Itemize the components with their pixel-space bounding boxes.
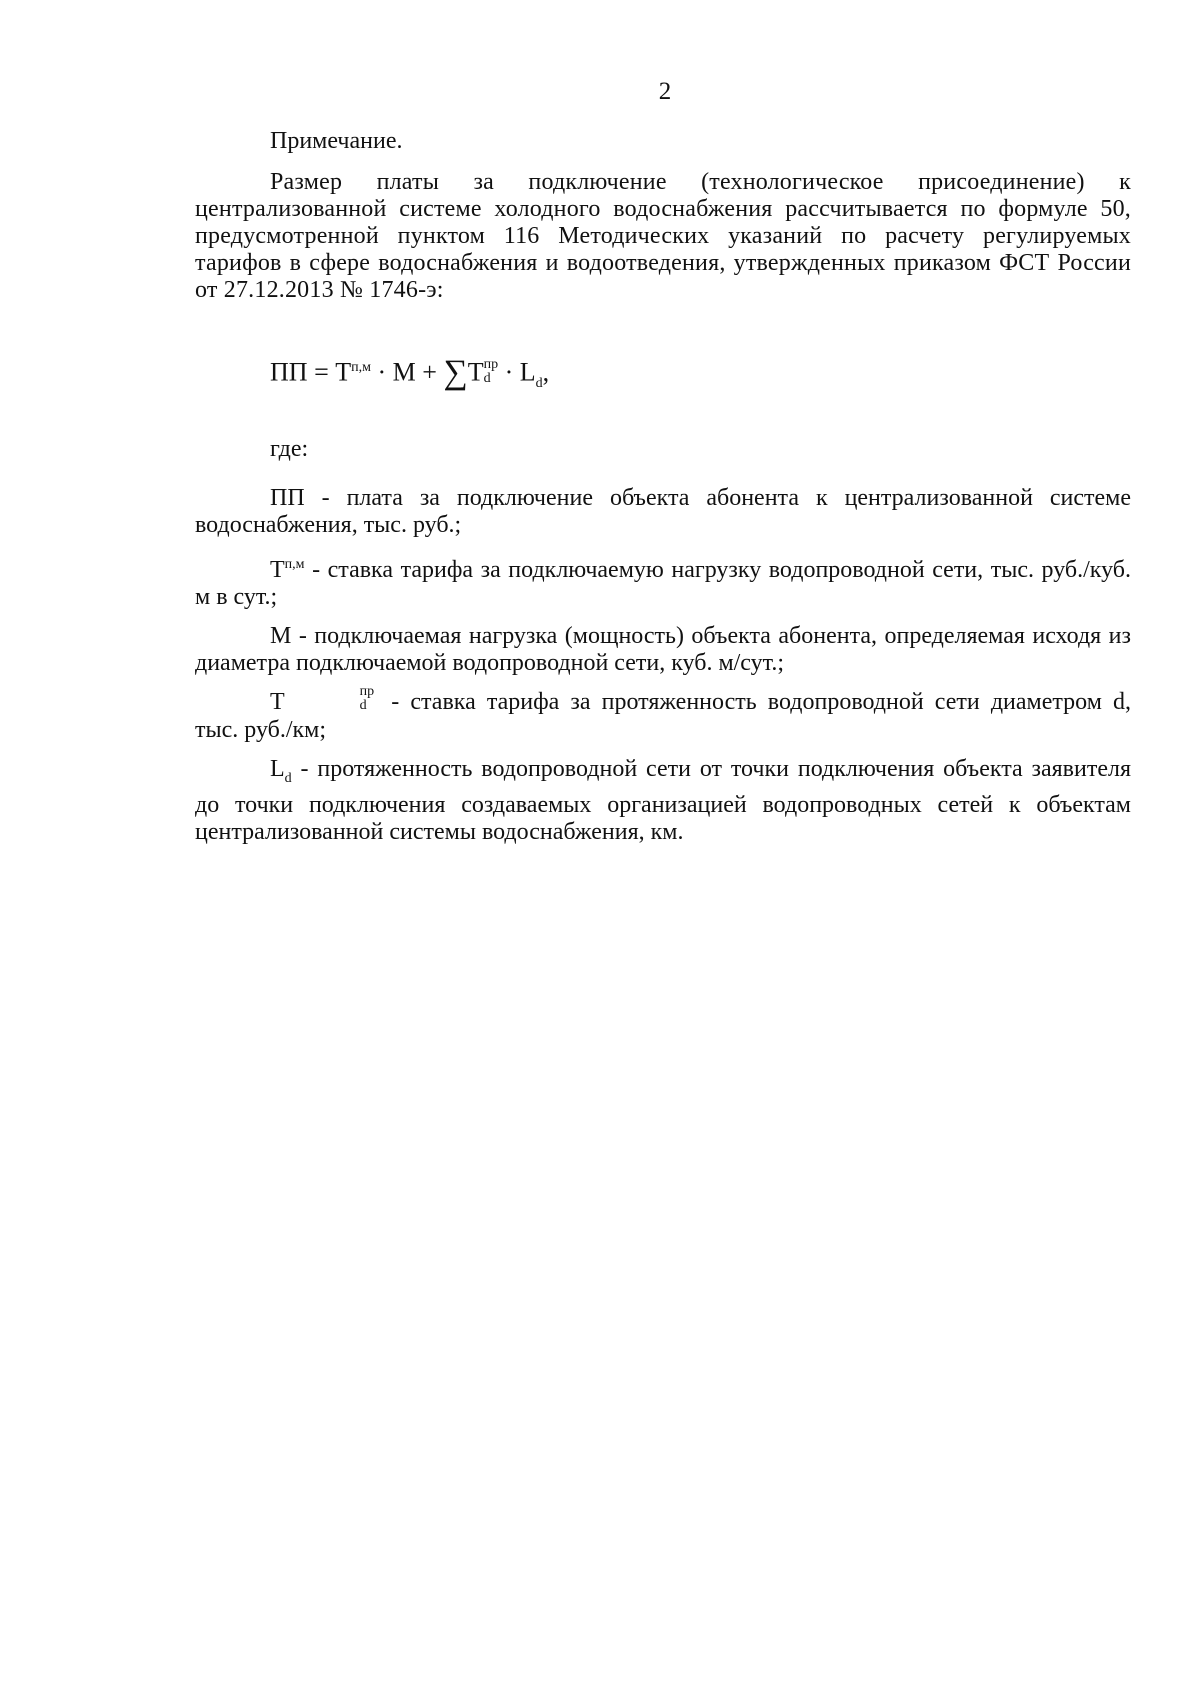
definition-pp-symbol: ПП xyxy=(270,485,305,511)
document-body xyxy=(195,128,1131,858)
formula-t1-sup: п,м xyxy=(351,360,371,375)
definition-pp-text: - плата за подключение объекта абонента к централизованной системе водоснабжения, тыс. руб.; xyxy=(195,485,1131,538)
definition-td-sub: d xyxy=(359,698,367,714)
definition-td-symbol xyxy=(270,684,380,715)
fee-formula xyxy=(270,348,1131,390)
definition-tpm xyxy=(195,551,1131,611)
definition-ld-text: - протяженность водопроводной сети от точки подключения объекта заявителя до точки подключения создаваемых организацией водопроводных сетей к объектам централизованной системы водоснабжения, км. xyxy=(195,756,1131,846)
definition-tpm-symbol xyxy=(270,557,305,583)
definition-tpm-text: - ставка тарифа за подключаемую нагрузку водопроводной сети, тыс. руб./куб. м в сут.; xyxy=(195,557,1131,610)
definition-ld-letter: L xyxy=(270,756,285,783)
definition-td-text: - ставка тарифа за протяженность водопроводной сети диаметром d, тыс. руб./км; xyxy=(195,689,1131,744)
definition-m-symbol: М xyxy=(270,623,292,649)
definition-ld-sub: d xyxy=(284,771,292,787)
formula-t2: T xyxy=(467,357,484,387)
definition-td-letter: T xyxy=(270,689,285,715)
definition-pp xyxy=(195,485,1131,539)
formula-tail: , xyxy=(542,357,550,387)
definition-m-text: - подключаемая нагрузка (мощность) объекта абонента, определяемая исходя из диаметра подключаемой водопроводной сети, куб. м/сут.; xyxy=(195,623,1131,676)
definition-td xyxy=(195,684,1131,744)
formula-dot-m-plus: · M + xyxy=(370,357,444,387)
formula-dot-l: · L xyxy=(498,357,536,387)
formula-lhs: ПП xyxy=(270,357,308,387)
definition-tpm-sup: п,м xyxy=(284,557,305,572)
definition-m xyxy=(195,623,1131,677)
where-label: где: xyxy=(270,436,309,462)
page-number: 2 xyxy=(658,78,672,105)
definition-td-indices xyxy=(285,685,375,713)
formula-t2-indices xyxy=(484,358,499,386)
formula-sum-sign: ∑ xyxy=(443,353,468,391)
formula-t2-sup: пр xyxy=(483,356,499,372)
note-title: Примечание. xyxy=(270,128,403,154)
formula-t2-sub: d xyxy=(483,370,491,386)
definition-td-sup: пр xyxy=(359,684,375,700)
definition-ld xyxy=(195,756,1131,846)
intro-paragraph: Размер платы за подключение (технологическое присоединение) к централизованной системе холодного водоснабжения рассчитывается по формуле 50, предусмотренной пунктом 116 Методических указаний по расчету регулируемых тарифов в сфере водоснабжения и водоотведения, утвержденных приказом ФСТ России от 27.12.2013 № 1746-э: xyxy=(195,169,1131,303)
formula-equals: = xyxy=(307,357,336,387)
definition-tpm-letter: T xyxy=(270,557,285,583)
definition-ld-symbol xyxy=(270,756,292,787)
formula-t1: T xyxy=(335,357,352,387)
formula-l-sub: d xyxy=(535,375,543,391)
